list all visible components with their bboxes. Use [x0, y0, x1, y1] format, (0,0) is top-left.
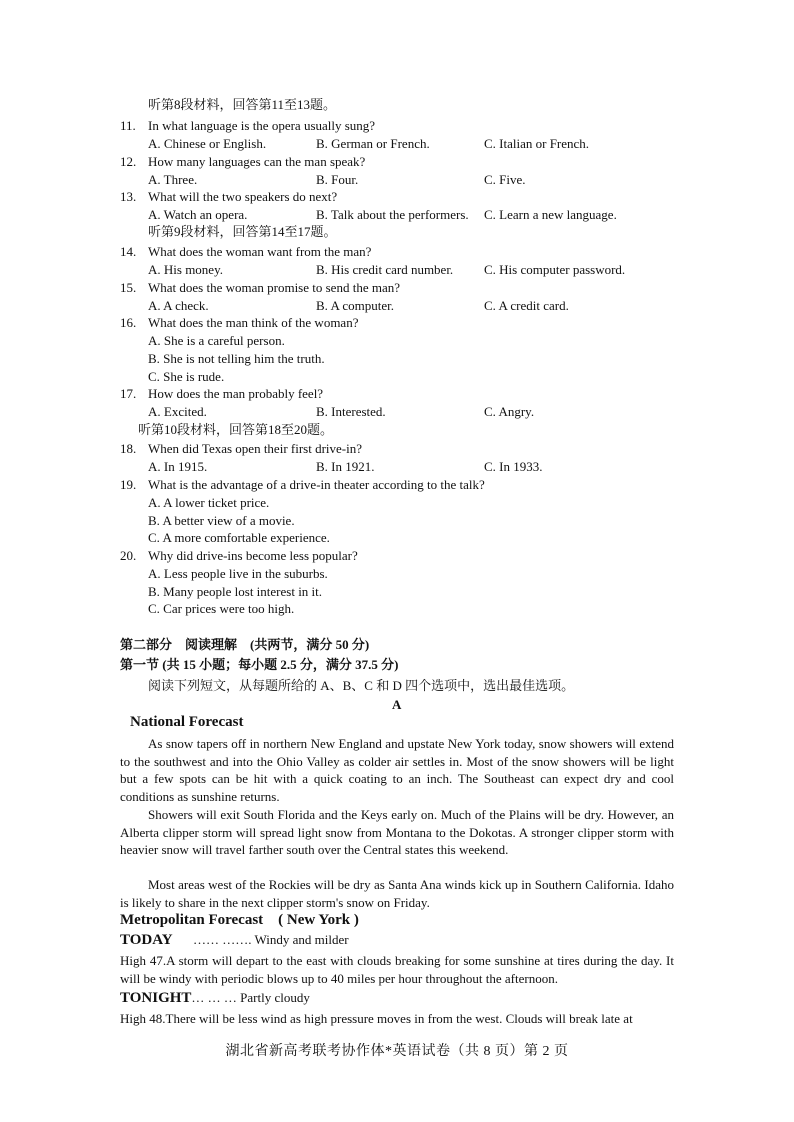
question-text: In what language is the opera usually sung?: [148, 118, 376, 133]
national-paragraph-2: [120, 806, 674, 859]
today-heading: [120, 932, 349, 948]
option-c: C. A more comfortable experience.: [148, 530, 330, 545]
question-text: Why did drive-ins become less popular?: [148, 548, 358, 563]
part2-subtitle: 第一节 (共 15 小题；每小题 2.5 分，满分 37.5 分): [120, 657, 399, 672]
option-c: C. Five.: [484, 172, 526, 187]
option-b: B. In 1921.: [316, 459, 375, 474]
question-number: 20.: [120, 548, 137, 563]
option-b: B. Interested.: [316, 404, 386, 419]
option-a: A. Chinese or English.: [148, 136, 267, 151]
option-b: B. German or French.: [316, 136, 430, 151]
question-text: What does the woman promise to send the man?: [148, 280, 400, 295]
page-footer: 湖北省新高考联考协作体*英语试卷（共 8 页）第 2 页: [225, 1044, 569, 1059]
question-number: 11.: [120, 118, 136, 133]
option-c: C. His computer password.: [484, 262, 626, 277]
option-b: B. A computer.: [316, 298, 394, 313]
paragraph-text: Most areas west of the Rockies will be dry as Santa Ana winds kick up in Southern California. Idaho is likely to share in the next clipper storm's snow on Friday.: [120, 877, 674, 910]
option-b: B. She is not telling him the truth.: [148, 351, 325, 366]
national-paragraph-1: [120, 735, 674, 806]
passage-letter: A: [392, 697, 402, 712]
option-a: A. In 1915.: [148, 459, 208, 474]
section-intro-8: 听第8段材料，回答第11至13题。: [148, 97, 337, 112]
question-number: 15.: [120, 280, 137, 295]
question-text: When did Texas open their first drive-in?: [148, 441, 363, 456]
option-b: B. Talk about the performers.: [316, 207, 469, 222]
question-number: 19.: [120, 477, 137, 492]
today-text: High 47.A storm will depart to the east with clouds breaking for some sunshine at tires during the day. It will be windy with periodic blows up to 40 miles per hour throughout the afternoon.: [120, 953, 674, 986]
tonight-summary: Partly cloudy: [240, 990, 310, 1005]
option-c: C. A credit card.: [484, 298, 569, 313]
national-forecast-title: National Forecast: [130, 714, 244, 730]
option-a: A. A lower ticket price.: [148, 495, 270, 510]
tonight-label: TONIGHT: [120, 990, 192, 1006]
part2-instructions: 阅读下列短文，从每题所给的 A、B、C 和 D 四个选项中，选出最佳选项。: [148, 678, 575, 693]
option-a: A. Less people live in the suburbs.: [148, 566, 328, 581]
option-b: B. A better view of a movie.: [148, 513, 295, 528]
option-a: A. A check.: [148, 298, 209, 313]
question-text: How many languages can the man speak?: [148, 154, 366, 169]
question-number: 12.: [120, 154, 137, 169]
question-text: What does the man think of the woman?: [148, 315, 359, 330]
question-text: What is the advantage of a drive-in theater according to the talk?: [148, 477, 485, 492]
question-number: 18.: [120, 441, 137, 456]
question-text: What does the woman want from the man?: [148, 244, 372, 259]
option-a: A. Three.: [148, 172, 198, 187]
option-c: C. Car prices were too high.: [148, 601, 295, 616]
paragraph-text: Showers will exit South Florida and the Keys early on. Much of the Plains will be dry. However, an Alberta clipper storm will spread light snow from Montana to the Dokotas. A stronger clipper storm with heavier snow will travel farther south over the Central states this weekend.: [120, 807, 674, 858]
tonight-dots: … … …: [191, 990, 237, 1005]
option-c: C. She is rude.: [148, 369, 225, 384]
question-text: What will the two speakers do next?: [148, 189, 338, 204]
option-a: A. Watch an opera.: [148, 207, 248, 222]
option-a: A. She is a careful person.: [148, 333, 285, 348]
option-b: B. His credit card number.: [316, 262, 454, 277]
metro-forecast-title: Metropolitan Forecast ( New York ): [120, 912, 359, 928]
section-intro-9: 听第9段材料，回答第14至17题。: [148, 224, 337, 239]
option-c: C. Learn a new language.: [484, 207, 617, 222]
option-c: C. In 1933.: [484, 459, 543, 474]
paragraph-text: As snow tapers off in northern New England and upstate New York today, snow showers will extend to the southwest and into the Ohio Valley as colder air settles in. Most of the snow showers will be light but a few spots can be hit with a quick coating to an inch. The Southeast can expect dry and cool conditions as sunshine returns.: [120, 736, 674, 805]
question-text: How does the man probably feel?: [148, 386, 324, 401]
today-summary: Windy and milder: [254, 932, 349, 947]
section-intro-10: 听第10段材料，回答第18至20题。: [138, 422, 334, 437]
option-a: A. His money.: [148, 262, 223, 277]
option-b: B. Many people lost interest in it.: [148, 584, 323, 599]
national-paragraph-3: [120, 876, 674, 911]
part2-title: 第二部分 阅读理解 (共两节，满分 50 分): [120, 637, 370, 652]
question-number: 16.: [120, 315, 137, 330]
question-number: 13.: [120, 189, 137, 204]
today-label: TODAY: [120, 932, 173, 948]
option-a: A. Excited.: [148, 404, 207, 419]
tonight-heading: [120, 990, 310, 1006]
question-number: 14.: [120, 244, 137, 259]
today-dots: …… …….: [193, 932, 252, 947]
option-b: B. Four.: [316, 172, 359, 187]
option-c: C. Angry.: [484, 404, 535, 419]
tonight-text: High 48.There will be less wind as high pressure moves in from the west. Clouds will break late at: [120, 1011, 633, 1026]
question-number: 17.: [120, 386, 137, 401]
option-c: C. Italian or French.: [484, 136, 590, 151]
